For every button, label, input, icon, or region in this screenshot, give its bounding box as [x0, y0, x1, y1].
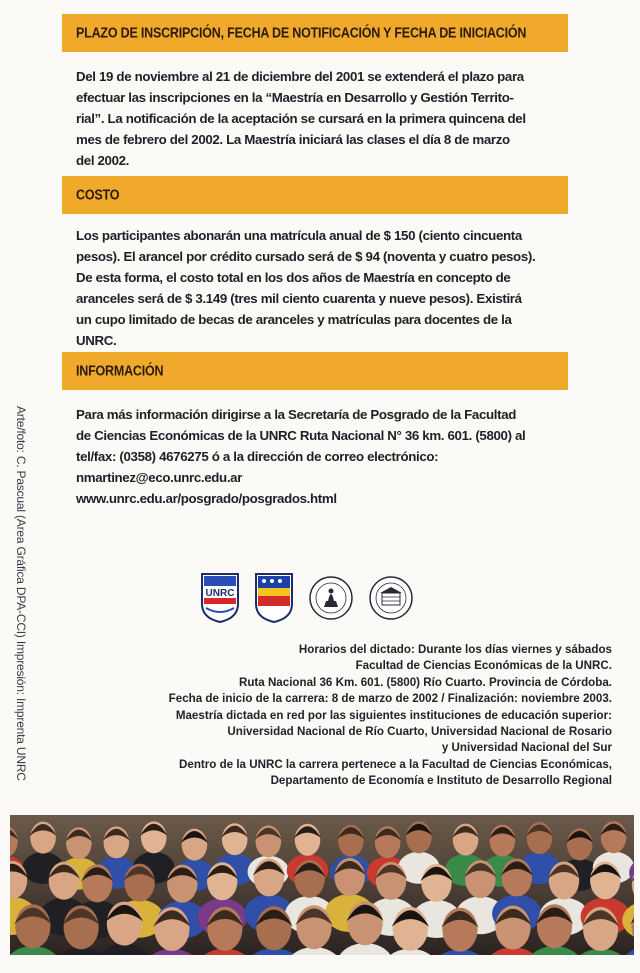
section-body — [76, 225, 562, 351]
detail-line: Fecha de inicio de la carrera: 8 de marzo de 2002 / Finalización: noviembre 2003. — [168, 692, 612, 706]
unrc-logo-text: UNRC — [205, 588, 235, 599]
body-line: Los participantes abonarán una matrícula anual de $ 150 (ciento cincuenta — [76, 228, 522, 243]
section-body — [76, 404, 562, 509]
uns-seal-logo — [368, 575, 414, 621]
section-heading: PLAZO DE INSCRIPCIÓN, FECHA DE NOTIFICACIÓN Y FECHA DE INICIACIÓN — [76, 24, 527, 42]
body-line: efectuar las inscripciones en la “Maestría en Desarrollo y Gestión Territo- — [76, 90, 514, 105]
body-line: De esta forma, el costo total en los dos años de Maestría en concepto de — [76, 270, 511, 285]
program-details — [112, 642, 612, 790]
section-body — [76, 66, 562, 171]
body-line: tel/fax: (0358) 4676275 ó a la dirección de correo electrónico: — [76, 449, 439, 464]
body-line: del 2002. — [76, 153, 130, 168]
detail-line: y Universidad Nacional del Sur — [441, 741, 612, 755]
unr-seal-logo — [308, 575, 354, 621]
unrc-shield-logo — [200, 572, 240, 624]
section-heading-band — [62, 352, 568, 390]
detail-line: Maestría dictada en red por las siguientes instituciones de educación superior: — [175, 708, 612, 722]
body-line: Para más información dirigirse a la Secretaría de Posgrado de la Facultad — [76, 407, 517, 422]
side-credit-text: Arte/foto: C. Pascual (Area Gráfica DPA-CCI) Impresión: Imprenta UNRC — [14, 406, 28, 781]
body-line: pesos). El arancel por crédito cursado será de $ 94 (noventa y cuatro pesos). — [76, 249, 536, 264]
detail-line: Universidad Nacional de Río Cuarto, Universidad Nacional de Rosario — [227, 725, 612, 739]
section-heading: INFORMACIÓN — [76, 362, 164, 380]
detail-line: Ruta Nacional 36 Km. 601. (5800) Río Cuarto. Provincia de Córdoba. — [238, 675, 612, 689]
detail-line: Dentro de la UNRC la carrera pertenece a la Facultad de Ciencias Económicas, — [179, 757, 612, 771]
detail-line: Departamento de Economía e Instituto de Desarrollo Regional — [270, 774, 612, 788]
section-heading: COSTO — [76, 186, 120, 204]
body-line: un cupo limitado de becas de aranceles y matrículas para docentes de la — [76, 312, 512, 327]
body-line: aranceles será de $ 3.149 (tres mil ciento cuarenta y nueve pesos). Existirá — [76, 291, 522, 306]
email-address[interactable]: nmartinez@eco.unrc.edu.ar — [76, 470, 243, 485]
flag-shield-logo — [254, 572, 294, 624]
website-url[interactable]: www.unrc.edu.ar/posgrado/posgrados.html — [76, 491, 337, 506]
side-credit — [12, 406, 32, 801]
body-line: Del 19 de noviembre al 21 de diciembre del 2001 se extenderá el plazo para — [76, 69, 524, 84]
crowd-of-students-photo — [10, 815, 634, 955]
body-line: mes de febrero del 2002. La Maestría iniciará las clases el día 8 de marzo — [76, 132, 510, 147]
institution-logos — [200, 570, 414, 626]
section-heading-band — [62, 176, 568, 214]
detail-line: Horarios del dictado: Durante los días viernes y sábados — [298, 643, 612, 656]
section-heading-band — [62, 14, 568, 52]
body-line: UNRC. — [76, 333, 117, 348]
body-line: de Ciencias Económicas de la UNRC Ruta Nacional N° 36 km. 601. (5800) al — [76, 428, 526, 443]
detail-line: Facultad de Ciencias Económicas de la UNRC. — [355, 659, 612, 673]
body-line: rial”. La notificación de la aceptación se cursará en la primera quincena del — [76, 111, 526, 126]
